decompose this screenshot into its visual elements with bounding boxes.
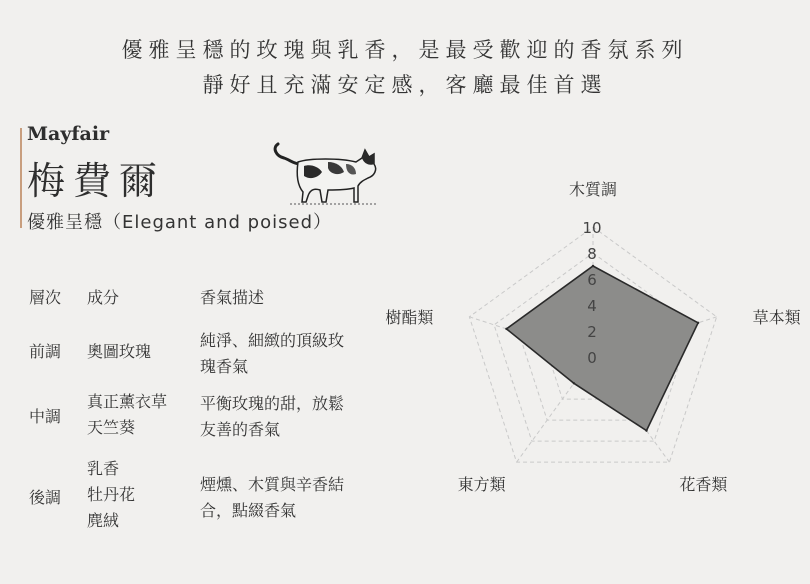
table-header-description: 香氣描述 xyxy=(200,288,265,307)
row-middle-description xyxy=(200,391,344,443)
tagline-line-2: 靜好且充滿安定感，客廳最佳首選 xyxy=(202,73,608,97)
ingredient: 真正薰衣草 xyxy=(87,392,168,411)
product-name-zh: 梅費爾 xyxy=(27,159,166,203)
tagline-line-1: 優雅呈穩的玫瑰與乳香，是最受歡迎的香氛系列 xyxy=(121,38,689,62)
row-base-layer: 後調 xyxy=(29,488,62,507)
description-line: 瑰香氣 xyxy=(200,357,249,376)
radar-tick-label: 6 xyxy=(587,271,597,289)
row-middle-ingredients xyxy=(87,389,167,441)
radar-axis-label: 樹酯類 xyxy=(385,307,434,327)
description-line: 純淨、細緻的頂級玫 xyxy=(200,331,345,350)
ingredient: 乳香 xyxy=(87,459,120,478)
description-line: 友善的香氣 xyxy=(200,420,281,439)
radar-tick-label: 0 xyxy=(587,349,597,367)
ingredient: 天竺葵 xyxy=(87,418,136,437)
radar-data-point xyxy=(592,265,594,267)
row-top-ingredients xyxy=(87,339,151,365)
ingredient: 麂絨 xyxy=(87,511,120,530)
product-name-en: Mayfair xyxy=(27,123,110,145)
radar-data-point xyxy=(697,322,699,324)
description-line: 平衡玫瑰的甜，放鬆 xyxy=(200,394,345,413)
radar-axis-label: 草本類 xyxy=(752,307,801,327)
ingredient: 奧圖玫瑰 xyxy=(87,342,152,361)
radar-data-point xyxy=(573,382,575,384)
product-subtitle: 優雅呈穩（Elegant and poised） xyxy=(27,212,332,233)
radar-chart xyxy=(380,170,810,510)
table-header-layer: 層次 xyxy=(29,288,62,307)
row-middle-layer: 中調 xyxy=(29,407,62,426)
table-header-ingredients: 成分 xyxy=(87,288,120,307)
radar-tick-label: 4 xyxy=(587,297,597,315)
accent-divider xyxy=(20,128,22,228)
description-line: 合，點綴香氣 xyxy=(200,501,297,520)
radar-data-point xyxy=(645,429,647,431)
radar-tick-label: 8 xyxy=(587,245,597,263)
description-line: 煙燻、木質與辛香結 xyxy=(200,475,345,494)
radar-axis-label: 木質調 xyxy=(568,180,618,199)
radar-axis-label: 東方類 xyxy=(457,475,506,495)
radar-tick-label: 2 xyxy=(587,323,597,341)
radar-tick-label: 10 xyxy=(582,219,602,237)
radar-data-point xyxy=(505,328,507,330)
radar-data-area xyxy=(506,266,698,431)
ingredient: 牡丹花 xyxy=(87,485,136,504)
row-base-description xyxy=(200,472,344,524)
cat-illustration xyxy=(270,140,382,208)
row-top-description xyxy=(200,328,344,380)
radar-axis-label: 花香類 xyxy=(679,475,728,495)
row-top-layer: 前調 xyxy=(29,342,62,361)
row-base-ingredients xyxy=(87,456,135,534)
